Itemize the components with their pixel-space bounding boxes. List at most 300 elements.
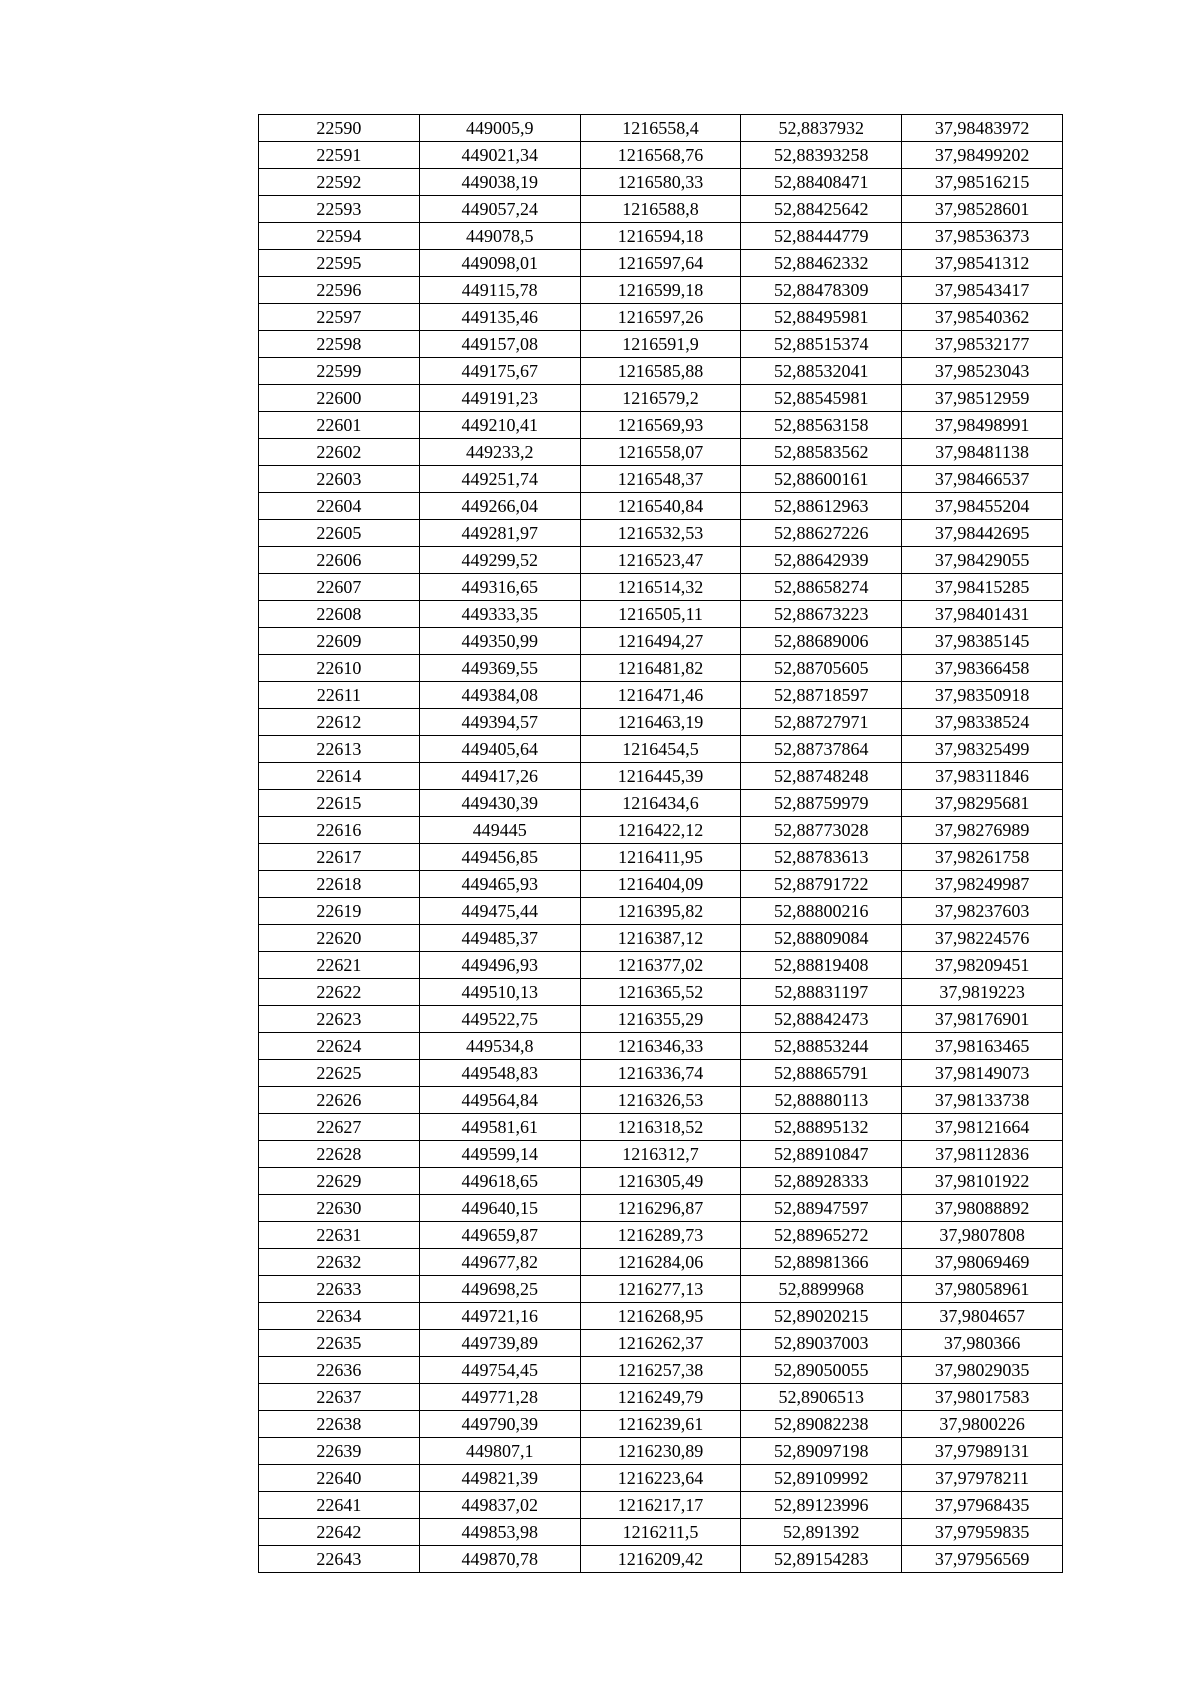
x-coordinate-cell: 449021,34 xyxy=(419,142,580,169)
x-coordinate-cell: 449739,89 xyxy=(419,1330,580,1357)
table-row xyxy=(259,466,1063,493)
point-number-cell: 22631 xyxy=(259,1222,420,1249)
longitude-cell: 37,98101922 xyxy=(902,1168,1063,1195)
y-coordinate-cell: 1216548,37 xyxy=(580,466,741,493)
table-row xyxy=(259,277,1063,304)
x-coordinate-cell: 449281,97 xyxy=(419,520,580,547)
x-coordinate-cell: 449157,08 xyxy=(419,331,580,358)
longitude-cell: 37,98512959 xyxy=(902,385,1063,412)
x-coordinate-cell: 449640,15 xyxy=(419,1195,580,1222)
x-coordinate-cell: 449057,24 xyxy=(419,196,580,223)
latitude-cell: 52,88393258 xyxy=(741,142,902,169)
point-number-cell: 22596 xyxy=(259,277,420,304)
table-row xyxy=(259,1384,1063,1411)
latitude-cell: 52,89050055 xyxy=(741,1357,902,1384)
latitude-cell: 52,88865791 xyxy=(741,1060,902,1087)
x-coordinate-cell: 449677,82 xyxy=(419,1249,580,1276)
table-row xyxy=(259,250,1063,277)
table-row xyxy=(259,115,1063,142)
latitude-cell: 52,88689006 xyxy=(741,628,902,655)
y-coordinate-cell: 1216505,11 xyxy=(580,601,741,628)
y-coordinate-cell: 1216217,17 xyxy=(580,1492,741,1519)
point-number-cell: 22601 xyxy=(259,412,420,439)
point-number-cell: 22639 xyxy=(259,1438,420,1465)
y-coordinate-cell: 1216569,93 xyxy=(580,412,741,439)
table-row xyxy=(259,223,1063,250)
longitude-cell: 37,97989131 xyxy=(902,1438,1063,1465)
latitude-cell: 52,88737864 xyxy=(741,736,902,763)
longitude-cell: 37,98366458 xyxy=(902,655,1063,682)
longitude-cell: 37,98516215 xyxy=(902,169,1063,196)
latitude-cell: 52,89020215 xyxy=(741,1303,902,1330)
table-row xyxy=(259,979,1063,1006)
point-number-cell: 22606 xyxy=(259,547,420,574)
latitude-cell: 52,88495981 xyxy=(741,304,902,331)
latitude-cell: 52,89082238 xyxy=(741,1411,902,1438)
longitude-cell: 37,98455204 xyxy=(902,493,1063,520)
x-coordinate-cell: 449251,74 xyxy=(419,466,580,493)
y-coordinate-cell: 1216395,82 xyxy=(580,898,741,925)
y-coordinate-cell: 1216312,7 xyxy=(580,1141,741,1168)
longitude-cell: 37,98338524 xyxy=(902,709,1063,736)
point-number-cell: 22635 xyxy=(259,1330,420,1357)
point-number-cell: 22611 xyxy=(259,682,420,709)
latitude-cell: 52,88563158 xyxy=(741,412,902,439)
table-row xyxy=(259,817,1063,844)
longitude-cell: 37,98176901 xyxy=(902,1006,1063,1033)
point-number-cell: 22641 xyxy=(259,1492,420,1519)
longitude-cell: 37,98536373 xyxy=(902,223,1063,250)
point-number-cell: 22638 xyxy=(259,1411,420,1438)
x-coordinate-cell: 449299,52 xyxy=(419,547,580,574)
table-row xyxy=(259,1546,1063,1573)
table-row xyxy=(259,1060,1063,1087)
x-coordinate-cell: 449510,13 xyxy=(419,979,580,1006)
latitude-cell: 52,88583562 xyxy=(741,439,902,466)
latitude-cell: 52,88627226 xyxy=(741,520,902,547)
latitude-cell: 52,89037003 xyxy=(741,1330,902,1357)
y-coordinate-cell: 1216223,64 xyxy=(580,1465,741,1492)
latitude-cell: 52,88928333 xyxy=(741,1168,902,1195)
point-number-cell: 22640 xyxy=(259,1465,420,1492)
longitude-cell: 37,98483972 xyxy=(902,115,1063,142)
table-row xyxy=(259,169,1063,196)
latitude-cell: 52,88545981 xyxy=(741,385,902,412)
x-coordinate-cell: 449210,41 xyxy=(419,412,580,439)
longitude-cell: 37,98499202 xyxy=(902,142,1063,169)
latitude-cell: 52,8837932 xyxy=(741,115,902,142)
longitude-cell: 37,9807808 xyxy=(902,1222,1063,1249)
y-coordinate-cell: 1216277,13 xyxy=(580,1276,741,1303)
table-row xyxy=(259,385,1063,412)
y-coordinate-cell: 1216305,49 xyxy=(580,1168,741,1195)
longitude-cell: 37,98224576 xyxy=(902,925,1063,952)
x-coordinate-cell: 449394,57 xyxy=(419,709,580,736)
latitude-cell: 52,88462332 xyxy=(741,250,902,277)
longitude-cell: 37,98249987 xyxy=(902,871,1063,898)
table-row xyxy=(259,844,1063,871)
point-number-cell: 22636 xyxy=(259,1357,420,1384)
x-coordinate-cell: 449599,14 xyxy=(419,1141,580,1168)
latitude-cell: 52,88612963 xyxy=(741,493,902,520)
longitude-cell: 37,98121664 xyxy=(902,1114,1063,1141)
x-coordinate-cell: 449135,46 xyxy=(419,304,580,331)
x-coordinate-cell: 449175,67 xyxy=(419,358,580,385)
x-coordinate-cell: 449659,87 xyxy=(419,1222,580,1249)
longitude-cell: 37,98069469 xyxy=(902,1249,1063,1276)
point-number-cell: 22608 xyxy=(259,601,420,628)
point-number-cell: 22592 xyxy=(259,169,420,196)
latitude-cell: 52,8906513 xyxy=(741,1384,902,1411)
longitude-cell: 37,98163465 xyxy=(902,1033,1063,1060)
longitude-cell: 37,98498991 xyxy=(902,412,1063,439)
table-row xyxy=(259,871,1063,898)
point-number-cell: 22609 xyxy=(259,628,420,655)
table-row xyxy=(259,925,1063,952)
longitude-cell: 37,98415285 xyxy=(902,574,1063,601)
table-row xyxy=(259,1465,1063,1492)
table-row xyxy=(259,1195,1063,1222)
latitude-cell: 52,88853244 xyxy=(741,1033,902,1060)
y-coordinate-cell: 1216588,8 xyxy=(580,196,741,223)
x-coordinate-cell: 449522,75 xyxy=(419,1006,580,1033)
longitude-cell: 37,98295681 xyxy=(902,790,1063,817)
x-coordinate-cell: 449445 xyxy=(419,817,580,844)
y-coordinate-cell: 1216580,33 xyxy=(580,169,741,196)
y-coordinate-cell: 1216463,19 xyxy=(580,709,741,736)
table-row xyxy=(259,1276,1063,1303)
longitude-cell: 37,98442695 xyxy=(902,520,1063,547)
x-coordinate-cell: 449618,65 xyxy=(419,1168,580,1195)
x-coordinate-cell: 449456,85 xyxy=(419,844,580,871)
latitude-cell: 52,88895132 xyxy=(741,1114,902,1141)
y-coordinate-cell: 1216230,89 xyxy=(580,1438,741,1465)
y-coordinate-cell: 1216579,2 xyxy=(580,385,741,412)
x-coordinate-cell: 449191,23 xyxy=(419,385,580,412)
table-row xyxy=(259,709,1063,736)
longitude-cell: 37,98543417 xyxy=(902,277,1063,304)
y-coordinate-cell: 1216532,53 xyxy=(580,520,741,547)
latitude-cell: 52,88965272 xyxy=(741,1222,902,1249)
latitude-cell: 52,88705605 xyxy=(741,655,902,682)
x-coordinate-cell: 449837,02 xyxy=(419,1492,580,1519)
latitude-cell: 52,891392 xyxy=(741,1519,902,1546)
y-coordinate-cell: 1216355,29 xyxy=(580,1006,741,1033)
coordinates-table-body xyxy=(259,115,1063,1573)
longitude-cell: 37,98528601 xyxy=(902,196,1063,223)
latitude-cell: 52,88759979 xyxy=(741,790,902,817)
point-number-cell: 22614 xyxy=(259,763,420,790)
table-row xyxy=(259,898,1063,925)
point-number-cell: 22616 xyxy=(259,817,420,844)
x-coordinate-cell: 449417,26 xyxy=(419,763,580,790)
x-coordinate-cell: 449564,84 xyxy=(419,1087,580,1114)
y-coordinate-cell: 1216239,61 xyxy=(580,1411,741,1438)
x-coordinate-cell: 449465,93 xyxy=(419,871,580,898)
x-coordinate-cell: 449807,1 xyxy=(419,1438,580,1465)
y-coordinate-cell: 1216411,95 xyxy=(580,844,741,871)
x-coordinate-cell: 449350,99 xyxy=(419,628,580,655)
point-number-cell: 22626 xyxy=(259,1087,420,1114)
y-coordinate-cell: 1216445,39 xyxy=(580,763,741,790)
x-coordinate-cell: 449771,28 xyxy=(419,1384,580,1411)
latitude-cell: 52,88718597 xyxy=(741,682,902,709)
latitude-cell: 52,88673223 xyxy=(741,601,902,628)
latitude-cell: 52,88809084 xyxy=(741,925,902,952)
y-coordinate-cell: 1216523,47 xyxy=(580,547,741,574)
table-row xyxy=(259,1519,1063,1546)
latitude-cell: 52,88748248 xyxy=(741,763,902,790)
x-coordinate-cell: 449821,39 xyxy=(419,1465,580,1492)
x-coordinate-cell: 449853,98 xyxy=(419,1519,580,1546)
y-coordinate-cell: 1216597,26 xyxy=(580,304,741,331)
y-coordinate-cell: 1216346,33 xyxy=(580,1033,741,1060)
longitude-cell: 37,98112836 xyxy=(902,1141,1063,1168)
table-row xyxy=(259,358,1063,385)
point-number-cell: 22599 xyxy=(259,358,420,385)
longitude-cell: 37,98350918 xyxy=(902,682,1063,709)
x-coordinate-cell: 449496,93 xyxy=(419,952,580,979)
point-number-cell: 22637 xyxy=(259,1384,420,1411)
table-row xyxy=(259,439,1063,466)
table-row xyxy=(259,628,1063,655)
x-coordinate-cell: 449078,5 xyxy=(419,223,580,250)
point-number-cell: 22630 xyxy=(259,1195,420,1222)
table-row xyxy=(259,763,1063,790)
longitude-cell: 37,98149073 xyxy=(902,1060,1063,1087)
x-coordinate-cell: 449430,39 xyxy=(419,790,580,817)
table-row xyxy=(259,1492,1063,1519)
longitude-cell: 37,98325499 xyxy=(902,736,1063,763)
longitude-cell: 37,97978211 xyxy=(902,1465,1063,1492)
longitude-cell: 37,98401431 xyxy=(902,601,1063,628)
x-coordinate-cell: 449698,25 xyxy=(419,1276,580,1303)
x-coordinate-cell: 449870,78 xyxy=(419,1546,580,1573)
point-number-cell: 22642 xyxy=(259,1519,420,1546)
longitude-cell: 37,98532177 xyxy=(902,331,1063,358)
y-coordinate-cell: 1216568,76 xyxy=(580,142,741,169)
x-coordinate-cell: 449115,78 xyxy=(419,277,580,304)
point-number-cell: 22617 xyxy=(259,844,420,871)
latitude-cell: 52,88727971 xyxy=(741,709,902,736)
longitude-cell: 37,98058961 xyxy=(902,1276,1063,1303)
y-coordinate-cell: 1216591,9 xyxy=(580,331,741,358)
x-coordinate-cell: 449369,55 xyxy=(419,655,580,682)
latitude-cell: 52,89109992 xyxy=(741,1465,902,1492)
point-number-cell: 22595 xyxy=(259,250,420,277)
y-coordinate-cell: 1216422,12 xyxy=(580,817,741,844)
y-coordinate-cell: 1216558,07 xyxy=(580,439,741,466)
point-number-cell: 22620 xyxy=(259,925,420,952)
longitude-cell: 37,9804657 xyxy=(902,1303,1063,1330)
longitude-cell: 37,980366 xyxy=(902,1330,1063,1357)
latitude-cell: 52,88842473 xyxy=(741,1006,902,1033)
point-number-cell: 22591 xyxy=(259,142,420,169)
y-coordinate-cell: 1216377,02 xyxy=(580,952,741,979)
y-coordinate-cell: 1216481,82 xyxy=(580,655,741,682)
point-number-cell: 22597 xyxy=(259,304,420,331)
latitude-cell: 52,88444779 xyxy=(741,223,902,250)
latitude-cell: 52,88515374 xyxy=(741,331,902,358)
point-number-cell: 22619 xyxy=(259,898,420,925)
table-row xyxy=(259,1006,1063,1033)
y-coordinate-cell: 1216514,32 xyxy=(580,574,741,601)
latitude-cell: 52,88800216 xyxy=(741,898,902,925)
table-row xyxy=(259,331,1063,358)
latitude-cell: 52,88791722 xyxy=(741,871,902,898)
point-number-cell: 22615 xyxy=(259,790,420,817)
longitude-cell: 37,98481138 xyxy=(902,439,1063,466)
point-number-cell: 22612 xyxy=(259,709,420,736)
longitude-cell: 37,9800226 xyxy=(902,1411,1063,1438)
table-row xyxy=(259,304,1063,331)
y-coordinate-cell: 1216471,46 xyxy=(580,682,741,709)
latitude-cell: 52,88478309 xyxy=(741,277,902,304)
point-number-cell: 22629 xyxy=(259,1168,420,1195)
longitude-cell: 37,98466537 xyxy=(902,466,1063,493)
latitude-cell: 52,88880113 xyxy=(741,1087,902,1114)
table-row xyxy=(259,142,1063,169)
latitude-cell: 52,88947597 xyxy=(741,1195,902,1222)
table-row xyxy=(259,1087,1063,1114)
y-coordinate-cell: 1216268,95 xyxy=(580,1303,741,1330)
point-number-cell: 22632 xyxy=(259,1249,420,1276)
x-coordinate-cell: 449005,9 xyxy=(419,115,580,142)
y-coordinate-cell: 1216336,74 xyxy=(580,1060,741,1087)
x-coordinate-cell: 449790,39 xyxy=(419,1411,580,1438)
x-coordinate-cell: 449266,04 xyxy=(419,493,580,520)
longitude-cell: 37,98209451 xyxy=(902,952,1063,979)
table-row xyxy=(259,493,1063,520)
y-coordinate-cell: 1216387,12 xyxy=(580,925,741,952)
table-row xyxy=(259,736,1063,763)
table-row xyxy=(259,520,1063,547)
latitude-cell: 52,88819408 xyxy=(741,952,902,979)
point-number-cell: 22623 xyxy=(259,1006,420,1033)
latitude-cell: 52,88981366 xyxy=(741,1249,902,1276)
x-coordinate-cell: 449548,83 xyxy=(419,1060,580,1087)
latitude-cell: 52,88642939 xyxy=(741,547,902,574)
coordinates-table xyxy=(258,114,1063,1573)
y-coordinate-cell: 1216249,79 xyxy=(580,1384,741,1411)
point-number-cell: 22590 xyxy=(259,115,420,142)
x-coordinate-cell: 449098,01 xyxy=(419,250,580,277)
longitude-cell: 37,97959835 xyxy=(902,1519,1063,1546)
table-row xyxy=(259,196,1063,223)
table-row xyxy=(259,1141,1063,1168)
point-number-cell: 22625 xyxy=(259,1060,420,1087)
table-row xyxy=(259,1222,1063,1249)
table-row xyxy=(259,1357,1063,1384)
y-coordinate-cell: 1216257,38 xyxy=(580,1357,741,1384)
point-number-cell: 22643 xyxy=(259,1546,420,1573)
table-row xyxy=(259,574,1063,601)
y-coordinate-cell: 1216594,18 xyxy=(580,223,741,250)
table-row xyxy=(259,952,1063,979)
x-coordinate-cell: 449485,37 xyxy=(419,925,580,952)
longitude-cell: 37,9819223 xyxy=(902,979,1063,1006)
y-coordinate-cell: 1216454,5 xyxy=(580,736,741,763)
point-number-cell: 22610 xyxy=(259,655,420,682)
y-coordinate-cell: 1216209,42 xyxy=(580,1546,741,1573)
point-number-cell: 22607 xyxy=(259,574,420,601)
x-coordinate-cell: 449475,44 xyxy=(419,898,580,925)
table-row xyxy=(259,1438,1063,1465)
latitude-cell: 52,88831197 xyxy=(741,979,902,1006)
y-coordinate-cell: 1216296,87 xyxy=(580,1195,741,1222)
x-coordinate-cell: 449233,2 xyxy=(419,439,580,466)
point-number-cell: 22600 xyxy=(259,385,420,412)
y-coordinate-cell: 1216289,73 xyxy=(580,1222,741,1249)
y-coordinate-cell: 1216365,52 xyxy=(580,979,741,1006)
longitude-cell: 37,98088892 xyxy=(902,1195,1063,1222)
point-number-cell: 22627 xyxy=(259,1114,420,1141)
longitude-cell: 37,98017583 xyxy=(902,1384,1063,1411)
table-row xyxy=(259,1411,1063,1438)
point-number-cell: 22622 xyxy=(259,979,420,1006)
table-row xyxy=(259,1033,1063,1060)
latitude-cell: 52,88425642 xyxy=(741,196,902,223)
point-number-cell: 22624 xyxy=(259,1033,420,1060)
x-coordinate-cell: 449333,35 xyxy=(419,601,580,628)
x-coordinate-cell: 449721,16 xyxy=(419,1303,580,1330)
point-number-cell: 22598 xyxy=(259,331,420,358)
y-coordinate-cell: 1216494,27 xyxy=(580,628,741,655)
x-coordinate-cell: 449581,61 xyxy=(419,1114,580,1141)
table-row xyxy=(259,412,1063,439)
latitude-cell: 52,88600161 xyxy=(741,466,902,493)
longitude-cell: 37,98523043 xyxy=(902,358,1063,385)
table-row xyxy=(259,1330,1063,1357)
latitude-cell: 52,89097198 xyxy=(741,1438,902,1465)
longitude-cell: 37,97968435 xyxy=(902,1492,1063,1519)
point-number-cell: 22633 xyxy=(259,1276,420,1303)
point-number-cell: 22634 xyxy=(259,1303,420,1330)
point-number-cell: 22604 xyxy=(259,493,420,520)
latitude-cell: 52,8899968 xyxy=(741,1276,902,1303)
y-coordinate-cell: 1216262,37 xyxy=(580,1330,741,1357)
y-coordinate-cell: 1216585,88 xyxy=(580,358,741,385)
x-coordinate-cell: 449754,45 xyxy=(419,1357,580,1384)
table-row xyxy=(259,1249,1063,1276)
latitude-cell: 52,89154283 xyxy=(741,1546,902,1573)
table-row xyxy=(259,682,1063,709)
longitude-cell: 37,98385145 xyxy=(902,628,1063,655)
longitude-cell: 37,98261758 xyxy=(902,844,1063,871)
x-coordinate-cell: 449405,64 xyxy=(419,736,580,763)
point-number-cell: 22603 xyxy=(259,466,420,493)
table-row xyxy=(259,1168,1063,1195)
table-row xyxy=(259,547,1063,574)
point-number-cell: 22602 xyxy=(259,439,420,466)
longitude-cell: 37,98540362 xyxy=(902,304,1063,331)
longitude-cell: 37,98541312 xyxy=(902,250,1063,277)
point-number-cell: 22613 xyxy=(259,736,420,763)
y-coordinate-cell: 1216404,09 xyxy=(580,871,741,898)
y-coordinate-cell: 1216599,18 xyxy=(580,277,741,304)
y-coordinate-cell: 1216434,6 xyxy=(580,790,741,817)
y-coordinate-cell: 1216558,4 xyxy=(580,115,741,142)
longitude-cell: 37,98029035 xyxy=(902,1357,1063,1384)
latitude-cell: 52,88910847 xyxy=(741,1141,902,1168)
longitude-cell: 37,98429055 xyxy=(902,547,1063,574)
y-coordinate-cell: 1216597,64 xyxy=(580,250,741,277)
y-coordinate-cell: 1216211,5 xyxy=(580,1519,741,1546)
y-coordinate-cell: 1216540,84 xyxy=(580,493,741,520)
latitude-cell: 52,88658274 xyxy=(741,574,902,601)
latitude-cell: 52,88783613 xyxy=(741,844,902,871)
table-row xyxy=(259,655,1063,682)
